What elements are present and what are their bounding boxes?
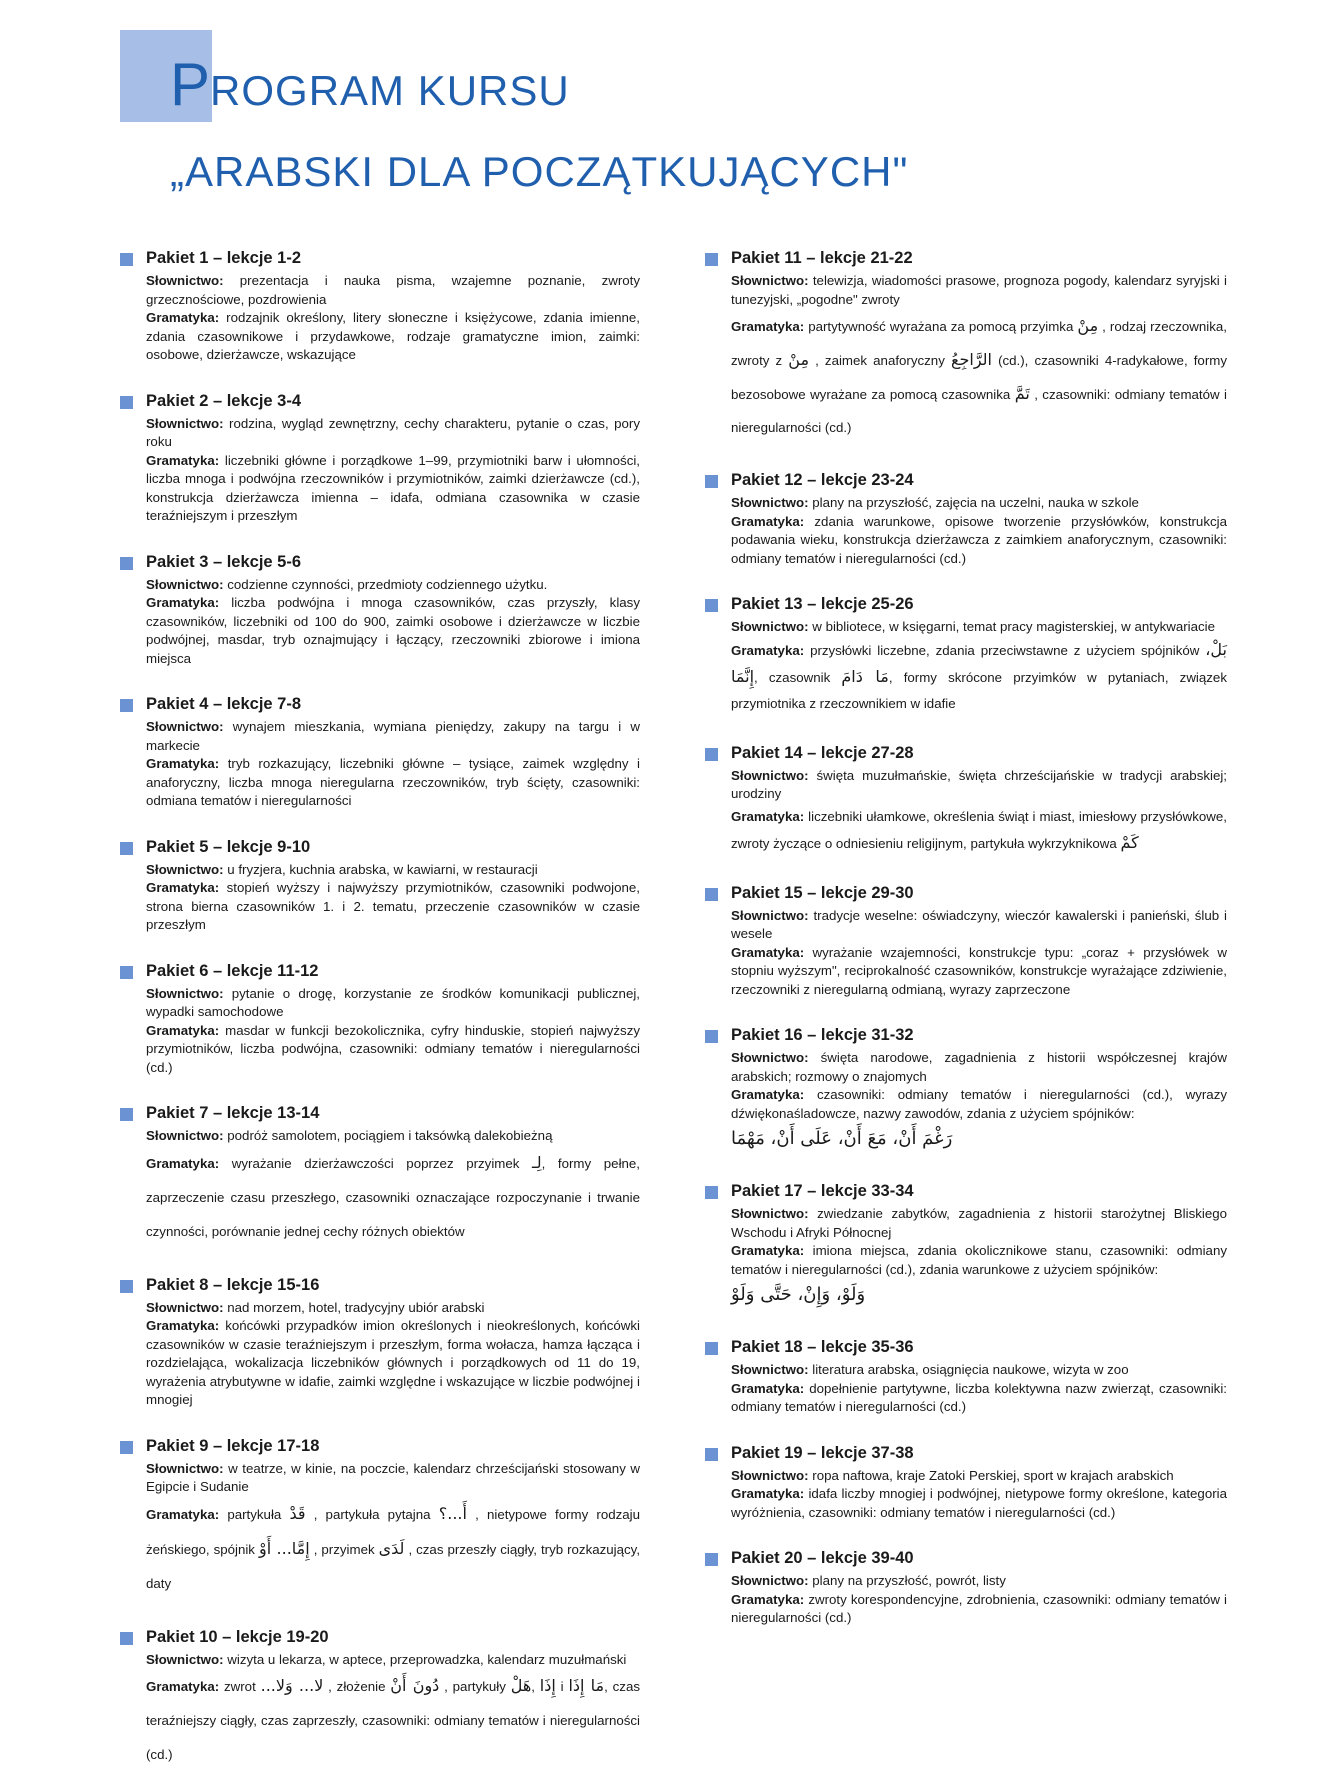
package-1 [120, 248, 640, 365]
grammar-text: idafa liczby mnogiej i podwójnej, nietypowe formy określone, kategoria wyróżnienia, czasowniki: odmiany tematów i nieregularności (cd.) [731, 1486, 1227, 1520]
vocab-text: ropa naftowa, kraje Zatoki Perskiej, sport w krajach arabskich [812, 1468, 1173, 1483]
package-5 [120, 837, 640, 935]
vocab-label: Słownictwo: [146, 577, 224, 592]
package-7 [120, 1103, 640, 1249]
package-grammar [146, 1146, 640, 1249]
grammar-text: (cd.), czasowniki 4-radykałowe, formy bezosobowe wyrażane za pomocą czasownika [731, 353, 1227, 402]
bullet-square [705, 475, 718, 488]
grammar-label: Gramatyka: [146, 310, 219, 325]
package-title: Pakiet 20 – lekcje 39-40 [731, 1548, 1227, 1569]
vocab-label: Słownictwo: [146, 1300, 224, 1315]
grammar-label: Gramatyka: [146, 1507, 219, 1522]
arabic-term: دُونَ أَنْ [390, 1676, 439, 1695]
grammar-text: wyrażanie dzierżawczości poprzez przyimek [232, 1156, 520, 1171]
vocab-label: Słownictwo: [146, 986, 224, 1001]
bullet-square [120, 557, 133, 570]
grammar-label: Gramatyka: [731, 1381, 804, 1396]
vocab-text: prezentacja i nauka pisma, wzajemne poznanie, zwroty grzecznościowe, pozdrowienia [146, 273, 640, 307]
package-6 [120, 961, 640, 1078]
grammar-text: , czas teraźniejszy ciągły, czas zaprzeszły, czasowniki: odmiany tematów i nieregularności (cd.) [146, 1679, 640, 1762]
package-title: Pakiet 13 – lekcje 25-26 [731, 594, 1227, 615]
vocab-text: u fryzjera, kuchnia arabska, w kawiarni, w restauracji [227, 862, 537, 877]
package-title: Pakiet 15 – lekcje 29-30 [731, 883, 1227, 904]
package-title: Pakiet 9 – lekcje 17-18 [146, 1436, 640, 1457]
vocab-text: w bibliotece, w księgarni, temat pracy magisterskiej, w antykwariacie [812, 619, 1215, 634]
vocab-text: tradycje weselne: oświadczyny, wieczór kawalerski i panieński, ślub i wesele [731, 908, 1227, 942]
package-grammar [146, 309, 640, 365]
package-2 [120, 391, 640, 526]
grammar-text: i [561, 1679, 564, 1694]
package-grammar [146, 1317, 640, 1410]
grammar-text: przysłówki liczebne, zdania przeciwstawne z użyciem spójników [810, 643, 1199, 658]
package-grammar [731, 1591, 1227, 1628]
grammar-text: liczebniki główne i porządkowe 1–99, przymiotniki barw i ułomności, liczba mnoga i podwójna rzeczowników i przymiotników, zaimki dzierżawcze (cd.), konstrukcja dzierżawcza imienna – idafa, odmiana czasownika w czasie teraźniejszym i przeszłym [146, 453, 640, 524]
grammar-text: partytywność wyrażana za pomocą przyimka [808, 319, 1073, 334]
package-vocab [146, 415, 640, 452]
grammar-text: imiona miejsca, zdania okolicznikowe stanu, czasowniki: odmiany tematów i nieregularności (cd.), zdania warunkowe z użyciem spójników: [731, 1243, 1227, 1277]
grammar-text: partykuła [227, 1507, 281, 1522]
vocab-text: plany na przyszłość, zajęcia na uczelni, nauka w szkole [812, 495, 1139, 510]
package-title: Pakiet 4 – lekcje 7-8 [146, 694, 640, 715]
grammar-text: , [531, 1679, 535, 1694]
package-9 [120, 1436, 640, 1601]
bullet-square [705, 1342, 718, 1355]
package-18 [705, 1337, 1227, 1417]
package-14 [705, 743, 1227, 857]
grammar-text: masdar w funkcji bezokolicznika, cyfry hinduskie, stopień najwyższy przymiotników, liczba podwójna, czasowniki: odmiany tematów i nieregularności (cd.) [146, 1023, 640, 1075]
grammar-label: Gramatyka: [731, 945, 804, 960]
vocab-text: wynajem mieszkania, wymiana pieniędzy, zakupy na targu i w markecie [146, 719, 640, 753]
package-grammar [731, 637, 1227, 717]
arabic-term: تَمَّ [1015, 384, 1030, 403]
bullet-square [705, 1186, 718, 1199]
grammar-text: , przyimek [314, 1542, 375, 1557]
package-grammar [731, 1380, 1227, 1417]
grammar-text: czasowniki: odmiany tematów i nieregularności (cd.), wyrazy dźwiękonaśladowcze, nazwy zawodów, zdania z użyciem spójników: [731, 1087, 1227, 1121]
bullet-square [705, 253, 718, 266]
grammar-label: Gramatyka: [731, 1087, 804, 1102]
package-3 [120, 552, 640, 669]
package-vocab [146, 985, 640, 1022]
grammar-label: Gramatyka: [146, 595, 219, 610]
arabic-term: قَدْ [289, 1504, 305, 1523]
grammar-label: Gramatyka: [146, 1679, 219, 1694]
grammar-text: liczba podwójna i mnoga czasowników, czas przyszły, klasy czasowników, liczebniki od 100 do 900, zaimki osobowe i dzierżawcze w liczbie podwójnej, masdar, tryb oznajmujący i łączący, rzeczowniki zbiorowe i imiona miejsca [146, 595, 640, 666]
package-grammar [146, 755, 640, 811]
page-title [170, 52, 570, 118]
vocab-label: Słownictwo: [731, 1468, 809, 1483]
package-grammar [146, 1669, 640, 1772]
vocab-text: święta muzułmańskie, święta chrześcijańskie w tradycji arabskiej; urodziny [731, 768, 1227, 802]
vocab-label: Słownictwo: [146, 1128, 224, 1143]
vocab-text: telewizja, wiadomości prasowe, prognoza pogody, kalendarz syryjski i tunezyjski, „pogodne" zwroty [731, 273, 1227, 307]
package-grammar [731, 513, 1227, 569]
arabic-term: مَا دَامَ [841, 667, 888, 686]
package-4 [120, 694, 640, 811]
package-title: Pakiet 7 – lekcje 13-14 [146, 1103, 640, 1124]
arabic-term: أَ...؟ [439, 1504, 467, 1523]
grammar-text: , zaimek anaforyczny [815, 353, 945, 368]
arabic-conjunctions: رَغْمَ أَنْ، مَعَ أَنْ، عَلَى أَنْ، مَهْمَا [731, 1123, 1227, 1155]
package-title: Pakiet 18 – lekcje 35-36 [731, 1337, 1227, 1358]
package-vocab [146, 576, 640, 595]
package-vocab [731, 767, 1227, 804]
package-grammar [731, 1086, 1227, 1123]
grammar-label: Gramatyka: [146, 880, 219, 895]
bullet-square [705, 748, 718, 761]
grammar-text: , złożenie [328, 1679, 385, 1694]
vocab-text: pytanie o drogę, korzystanie ze środków komunikacji publicznej, wypadki samochodowe [146, 986, 640, 1020]
package-20 [705, 1548, 1227, 1628]
package-vocab [731, 1572, 1227, 1591]
vocab-label: Słownictwo: [731, 495, 809, 510]
grammar-label: Gramatyka: [731, 1243, 804, 1258]
bullet-square [705, 888, 718, 901]
vocab-text: wizyta u lekarza, w aptece, przeprowadzka, kalendarz muzułmański [227, 1652, 626, 1667]
package-grammar [731, 1242, 1227, 1279]
package-10 [120, 1627, 640, 1772]
vocab-label: Słownictwo: [731, 908, 809, 923]
package-title: Pakiet 8 – lekcje 15-16 [146, 1275, 640, 1296]
package-title: Pakiet 10 – lekcje 19-20 [146, 1627, 640, 1648]
grammar-text: , czasownik [754, 670, 830, 685]
vocab-label: Słownictwo: [731, 1206, 809, 1221]
package-vocab [146, 718, 640, 755]
grammar-text: dopełnienie partytywne, liczba kolektywna nazw zwierząt, czasowniki: odmiany tematów i nieregularności (cd.) [731, 1381, 1227, 1415]
vocab-text: rodzina, wygląd zewnętrzny, cechy charakteru, pytanie o czas, pory roku [146, 416, 640, 450]
arabic-term: هَلْ [511, 1676, 532, 1695]
vocab-label: Słownictwo: [146, 273, 224, 288]
package-title: Pakiet 14 – lekcje 27-28 [731, 743, 1227, 764]
package-19 [705, 1443, 1227, 1523]
vocab-text: podróż samolotem, pociągiem i taksówką dalekobieżną [227, 1128, 552, 1143]
grammar-label: Gramatyka: [731, 643, 804, 658]
bullet-square [120, 842, 133, 855]
grammar-text: , czasowniki: odmiany tematów i nieregularności (cd.) [731, 387, 1227, 435]
package-vocab [731, 907, 1227, 944]
bullet-square [120, 253, 133, 266]
left-column [120, 248, 640, 1772]
grammar-text: zwroty korespondencyjne, zdrobnienia, czasowniki: odmiany tematów i nieregularności (cd.) [731, 1592, 1227, 1626]
vocab-label: Słownictwo: [731, 768, 809, 783]
package-vocab [731, 1467, 1227, 1486]
vocab-label: Słownictwo: [731, 1362, 809, 1377]
grammar-label: Gramatyka: [731, 319, 804, 334]
package-vocab [731, 494, 1227, 513]
vocab-label: Słownictwo: [731, 619, 809, 634]
arabic-term: لا... وَلا... [261, 1676, 324, 1695]
package-title: Pakiet 12 – lekcje 23-24 [731, 470, 1227, 491]
grammar-text: tryb rozkazujący, liczebniki główne – tysiące, zaimek względny i anaforyczny, liczba mnoga nieregularna rzeczowników, tryb ścięty, czasowniki: odmiana tematów i nieregularności [146, 756, 640, 808]
package-title: Pakiet 3 – lekcje 5-6 [146, 552, 640, 573]
package-vocab [146, 861, 640, 880]
package-grammar [146, 452, 640, 526]
grammar-text: zwrot [224, 1679, 256, 1694]
grammar-text: wyrażanie wzajemności, konstrukcje typu: „coraz + przysłówek w stopniu wyższym", reciprokalność czasowników, konstrukcje wyrażające zdziwienie, rzeczowniki z nieregularną odmianą, wyrazy zaprzeczone [731, 945, 1227, 997]
package-vocab [146, 1299, 640, 1318]
package-grammar [146, 879, 640, 935]
grammar-text: , czas przeszły ciągły, tryb rozkazujący, daty [146, 1542, 640, 1591]
vocab-label: Słownictwo: [146, 1461, 224, 1476]
bullet-square [120, 1632, 133, 1645]
package-grammar [146, 594, 640, 668]
arabic-term: مَا إِذَا [568, 1676, 604, 1695]
vocab-label: Słownictwo: [146, 1652, 224, 1667]
package-vocab [731, 1205, 1227, 1242]
package-grammar [146, 1497, 640, 1601]
package-title: Pakiet 1 – lekcje 1-2 [146, 248, 640, 269]
grammar-label: Gramatyka: [146, 1156, 219, 1171]
package-title: Pakiet 2 – lekcje 3-4 [146, 391, 640, 412]
arabic-term: لِـ [532, 1153, 542, 1172]
vocab-text: zwiedzanie zabytków, zagadnienia z historii starożytnej Bliskiego Wschodu i Afryki Północnej [731, 1206, 1227, 1240]
arabic-term: مِنْ [788, 350, 809, 369]
bullet-square [120, 966, 133, 979]
grammar-label: Gramatyka: [146, 756, 219, 771]
page-title-initial: P [170, 51, 210, 118]
package-vocab [731, 1361, 1227, 1380]
bullet-square [120, 1441, 133, 1454]
arabic-term: إِذَا [540, 1676, 556, 1695]
package-16 [705, 1025, 1227, 1155]
arabic-term: كَمْ [1120, 833, 1138, 852]
package-grammar [731, 309, 1227, 444]
grammar-label: Gramatyka: [146, 1023, 219, 1038]
package-title: Pakiet 19 – lekcje 37-38 [731, 1443, 1227, 1464]
grammar-label: Gramatyka: [146, 453, 219, 468]
package-title: Pakiet 17 – lekcje 33-34 [731, 1181, 1227, 1202]
arabic-term: إِمَّا... أَوْ [259, 1539, 310, 1558]
grammar-label: Gramatyka: [731, 809, 804, 824]
grammar-label: Gramatyka: [146, 1318, 219, 1333]
package-11 [705, 248, 1227, 444]
bullet-square [120, 1108, 133, 1121]
package-vocab [731, 272, 1227, 309]
vocab-label: Słownictwo: [146, 862, 224, 877]
grammar-text: rodzajnik określony, litery słoneczne i księżycowe, zdania imienne, zdania czasownikowe i przydawkowe, rodzaje gramatyczne imion, zaimki: osobowe, dzierżawcze, wskazujące [146, 310, 640, 362]
vocab-text: w teatrze, w kinie, na poczcie, kalendarz chrześcijański stosowany w Egipcie i Sudanie [146, 1461, 640, 1495]
vocab-label: Słownictwo: [731, 273, 809, 288]
bullet-square [705, 1448, 718, 1461]
page-subtitle: „ARABSKI DLA POCZĄTKUJĄCYCH" [170, 148, 908, 196]
grammar-text: końcówki przypadków imion określonych i nieokreślonych, końcówki czasowników w czasie teraźniejszym i przeszłym, forma wołacza, hamza łącząca i rozdzielająca, wokalizacja liczebników głównych i porządkowych od 11 do 19, wyrażenia atrybutywne w idafie, zaimki względne i wskazujące w liczbie podwójnej i mnogiej [146, 1318, 640, 1407]
package-vocab [731, 618, 1227, 637]
package-vocab [146, 1651, 640, 1670]
package-grammar [146, 1022, 640, 1078]
arabic-term: بَلْ، إِنَّمَا [731, 640, 1227, 686]
bullet-square [120, 1280, 133, 1293]
grammar-label: Gramatyka: [731, 1592, 804, 1607]
bullet-square [705, 1553, 718, 1566]
package-vocab [146, 1127, 640, 1146]
package-grammar [731, 1485, 1227, 1522]
package-title: Pakiet 11 – lekcje 21-22 [731, 248, 1227, 269]
vocab-text: literatura arabska, osiągnięcia naukowe, wizyta w zoo [812, 1362, 1128, 1377]
arabic-term: الرَّاجِعُ [951, 350, 992, 369]
grammar-text: , partykuła pytajna [314, 1507, 431, 1522]
vocab-label: Słownictwo: [146, 719, 224, 734]
grammar-text: liczebniki ułamkowe, określenia świąt i miast, imiesłowy przysłówkowe, zwroty życzące o odniesieniu religijnym, partykuła wykrzyknikowa [731, 809, 1227, 851]
grammar-text: , rodzaj rzeczownika, zwroty z [731, 319, 1227, 368]
package-13 [705, 594, 1227, 717]
vocab-text: plany na przyszłość, powrót, listy [812, 1573, 1006, 1588]
grammar-label: Gramatyka: [731, 514, 804, 529]
right-column [705, 248, 1227, 1628]
package-title: Pakiet 16 – lekcje 31-32 [731, 1025, 1227, 1046]
arabic-term: لَدَى [379, 1539, 405, 1558]
package-title: Pakiet 6 – lekcje 11-12 [146, 961, 640, 982]
page-title-rest: ROGRAM KURSU [210, 67, 570, 114]
grammar-text: , formy pełne, zaprzeczenie czasu przeszłego, czasowniki oznaczające rozpoczynanie i trwanie czynności, porównanie jednej cechy różnych obiektów [146, 1156, 640, 1239]
vocab-text: codzienne czynności, przedmioty codziennego użytku. [227, 577, 547, 592]
grammar-text: , partykuły [444, 1679, 506, 1694]
vocab-text: święta narodowe, zagadnienia z historii współczesnej krajów arabskich; rozmowy o znajomych [731, 1050, 1227, 1084]
package-12 [705, 470, 1227, 568]
vocab-text: nad morzem, hotel, tradycyjny ubiór arabski [227, 1300, 484, 1315]
package-grammar [731, 944, 1227, 1000]
package-vocab [146, 1460, 640, 1497]
vocab-label: Słownictwo: [146, 416, 224, 431]
bullet-square [120, 396, 133, 409]
bullet-square [120, 699, 133, 712]
grammar-text: stopień wyższy i najwyższy przymiotników, czasowniki podwojone, strona bierna czasowników 1. i 2. tematu, przeczenie czasowników w czasie przeszłym [146, 880, 640, 932]
arabic-conjunctions: وَلَوْ، وَإِنْ، حَتَّى وَلَوْ [731, 1279, 1227, 1311]
arabic-term: مِنْ [1077, 316, 1098, 335]
package-17 [705, 1181, 1227, 1311]
grammar-text: , formy skrócone przyimków w pytaniach, związek przymiotnika z rzeczownikiem w idafie [731, 670, 1227, 711]
package-8 [120, 1275, 640, 1410]
grammar-label: Gramatyka: [731, 1486, 804, 1501]
package-vocab [146, 272, 640, 309]
grammar-text: , nietypowe formy rodzaju żeńskiego, spójnik [146, 1507, 640, 1557]
package-vocab [731, 1049, 1227, 1086]
package-15 [705, 883, 1227, 1000]
grammar-text: zdania warunkowe, opisowe tworzenie przysłówków, konstrukcja podawania wieku, konstrukcja dzierżawcza z zaimkiem anaforycznym, czasowniki: odmiany tematów i nieregularności (cd.) [731, 514, 1227, 566]
vocab-label: Słownictwo: [731, 1050, 809, 1065]
bullet-square [705, 599, 718, 612]
vocab-label: Słownictwo: [731, 1573, 809, 1588]
package-title: Pakiet 5 – lekcje 9-10 [146, 837, 640, 858]
package-grammar [731, 804, 1227, 857]
bullet-square [705, 1030, 718, 1043]
